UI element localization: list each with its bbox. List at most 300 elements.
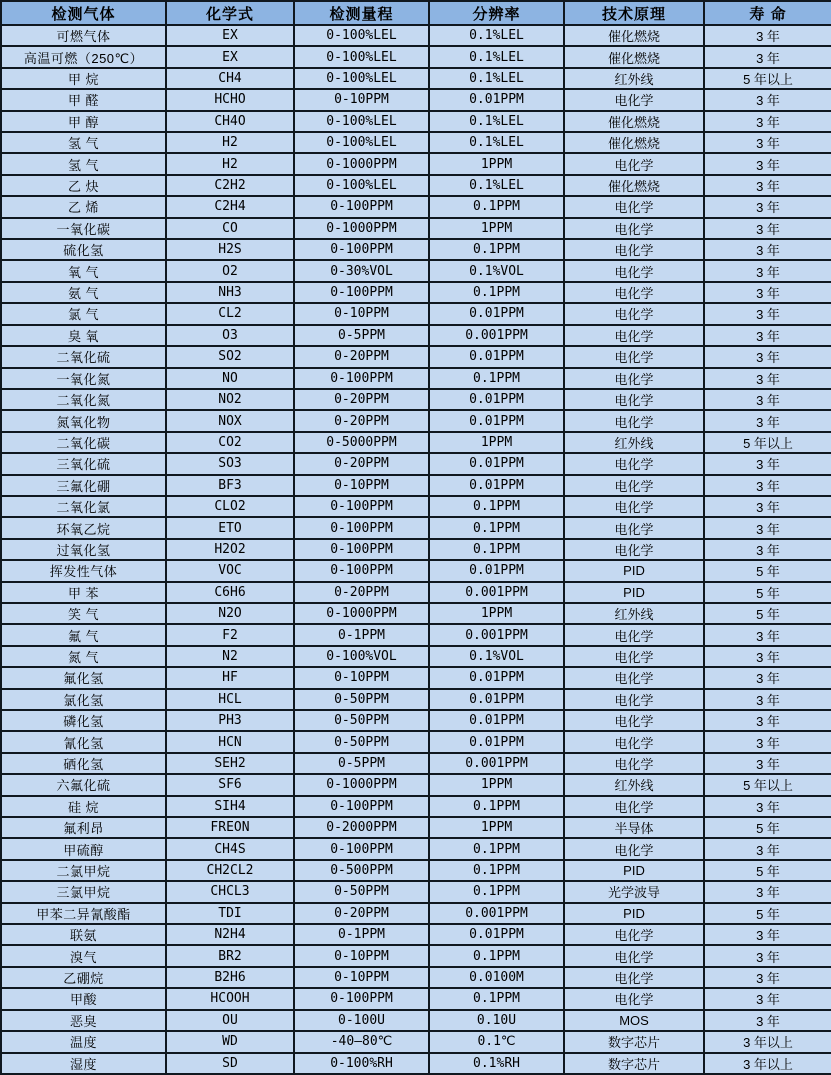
cell-detection-range: 0-50PPM	[294, 731, 429, 752]
cell-chemical-formula: SO3	[166, 453, 294, 474]
cell-resolution: 0.1PPM	[429, 796, 564, 817]
table-row	[1, 453, 831, 474]
cell-detection-range: 0-100PPM	[294, 368, 429, 389]
table-row	[1, 1053, 831, 1075]
table-row	[1, 68, 831, 89]
cell-detection-range: 0-100%LEL	[294, 46, 429, 67]
cell-gas-name: 氮氧化物	[1, 410, 166, 431]
cell-lifespan: 3 年	[704, 282, 831, 303]
cell-lifespan: 3 年	[704, 260, 831, 281]
cell-technology: 催化燃烧	[564, 46, 704, 67]
cell-chemical-formula: B2H6	[166, 967, 294, 988]
cell-detection-range: 0-100PPM	[294, 239, 429, 260]
cell-chemical-formula: CHCL3	[166, 881, 294, 902]
cell-detection-range: 0-100PPM	[294, 282, 429, 303]
cell-technology: 电化学	[564, 646, 704, 667]
cell-chemical-formula: OU	[166, 1010, 294, 1031]
table-row	[1, 517, 831, 538]
cell-lifespan: 3 年以上	[704, 1031, 831, 1052]
cell-technology: 半导体	[564, 817, 704, 838]
cell-resolution: 0.1℃	[429, 1031, 564, 1052]
cell-technology: PID	[564, 582, 704, 603]
table-row	[1, 988, 831, 1009]
cell-technology: 电化学	[564, 475, 704, 496]
cell-gas-name: 湿度	[1, 1053, 166, 1075]
cell-resolution: 0.01PPM	[429, 89, 564, 110]
cell-gas-name: 二氯甲烷	[1, 860, 166, 881]
cell-lifespan: 3 年	[704, 924, 831, 945]
cell-detection-range: 0-1000PPM	[294, 218, 429, 239]
table-row	[1, 860, 831, 881]
cell-gas-name: 氟 气	[1, 624, 166, 645]
table-row	[1, 432, 831, 453]
cell-resolution: 1PPM	[429, 153, 564, 174]
column-header-lifespan: 寿 命	[704, 1, 831, 25]
cell-detection-range: 0-10PPM	[294, 667, 429, 688]
cell-chemical-formula: N2O	[166, 603, 294, 624]
cell-resolution: 0.1%LEL	[429, 68, 564, 89]
cell-detection-range: 0-100PPM	[294, 496, 429, 517]
cell-gas-name: 乙硼烷	[1, 967, 166, 988]
cell-chemical-formula: BF3	[166, 475, 294, 496]
cell-lifespan: 5 年	[704, 817, 831, 838]
cell-gas-name: 高温可燃（250℃）	[1, 46, 166, 67]
cell-detection-range: 0-1PPM	[294, 924, 429, 945]
cell-technology: PID	[564, 903, 704, 924]
cell-technology: 电化学	[564, 517, 704, 538]
cell-lifespan: 5 年	[704, 560, 831, 581]
cell-gas-name: 甲酸	[1, 988, 166, 1009]
cell-detection-range: 0-100%LEL	[294, 132, 429, 153]
cell-chemical-formula: H2S	[166, 239, 294, 260]
cell-resolution: 1PPM	[429, 218, 564, 239]
cell-technology: PID	[564, 560, 704, 581]
column-header-chemical-formula: 化学式	[166, 1, 294, 25]
cell-lifespan: 3 年	[704, 453, 831, 474]
cell-chemical-formula: CH2CL2	[166, 860, 294, 881]
cell-gas-name: 二氧化碳	[1, 432, 166, 453]
table-row	[1, 689, 831, 710]
cell-technology: 电化学	[564, 410, 704, 431]
table-row	[1, 560, 831, 581]
cell-technology: 催化燃烧	[564, 175, 704, 196]
cell-gas-name: 甲硫醇	[1, 838, 166, 859]
cell-chemical-formula: CH4	[166, 68, 294, 89]
cell-chemical-formula: ETO	[166, 517, 294, 538]
cell-gas-name: 一氧化氮	[1, 368, 166, 389]
cell-resolution: 1PPM	[429, 432, 564, 453]
cell-technology: 电化学	[564, 539, 704, 560]
cell-gas-name: 甲 苯	[1, 582, 166, 603]
table-row	[1, 303, 831, 324]
cell-detection-range: 0-10PPM	[294, 89, 429, 110]
table-row	[1, 731, 831, 752]
cell-technology: 红外线	[564, 774, 704, 795]
cell-detection-range: 0-100PPM	[294, 560, 429, 581]
cell-lifespan: 3 年	[704, 111, 831, 132]
cell-lifespan: 3 年	[704, 25, 831, 46]
cell-detection-range: 0-20PPM	[294, 346, 429, 367]
cell-technology: 电化学	[564, 731, 704, 752]
cell-detection-range: 0-50PPM	[294, 689, 429, 710]
header-row	[1, 1, 831, 25]
cell-resolution: 0.1PPM	[429, 860, 564, 881]
table-row	[1, 239, 831, 260]
cell-technology: 电化学	[564, 624, 704, 645]
cell-detection-range: 0-1000PPM	[294, 603, 429, 624]
cell-technology: 光学波导	[564, 881, 704, 902]
cell-resolution: 1PPM	[429, 603, 564, 624]
cell-detection-range: 0-10PPM	[294, 967, 429, 988]
table-row	[1, 196, 831, 217]
cell-resolution: 1PPM	[429, 817, 564, 838]
cell-resolution: 0.1PPM	[429, 881, 564, 902]
cell-chemical-formula: EX	[166, 46, 294, 67]
cell-detection-range: 0-10PPM	[294, 945, 429, 966]
cell-lifespan: 3 年	[704, 539, 831, 560]
cell-chemical-formula: O3	[166, 325, 294, 346]
cell-technology: 红外线	[564, 68, 704, 89]
cell-lifespan: 3 年	[704, 967, 831, 988]
cell-resolution: 0.01PPM	[429, 346, 564, 367]
table-header	[1, 1, 831, 25]
cell-lifespan: 3 年	[704, 689, 831, 710]
table-row	[1, 903, 831, 924]
table-row	[1, 410, 831, 431]
cell-lifespan: 3 年	[704, 475, 831, 496]
cell-lifespan: 3 年以上	[704, 1053, 831, 1075]
cell-detection-range: 0-100%LEL	[294, 25, 429, 46]
cell-chemical-formula: SEH2	[166, 753, 294, 774]
cell-chemical-formula: NH3	[166, 282, 294, 303]
cell-lifespan: 3 年	[704, 838, 831, 859]
cell-technology: 电化学	[564, 368, 704, 389]
column-header-gas-name: 检测气体	[1, 1, 166, 25]
cell-gas-name: 甲 烷	[1, 68, 166, 89]
cell-gas-name: 二氧化氮	[1, 389, 166, 410]
cell-technology: 电化学	[564, 988, 704, 1009]
cell-gas-name: 氢 气	[1, 132, 166, 153]
cell-chemical-formula: H2	[166, 153, 294, 174]
cell-gas-name: 氢 气	[1, 153, 166, 174]
table-row	[1, 753, 831, 774]
cell-chemical-formula: CH4S	[166, 838, 294, 859]
cell-technology: 催化燃烧	[564, 111, 704, 132]
cell-technology: 电化学	[564, 282, 704, 303]
cell-resolution: 0.1PPM	[429, 988, 564, 1009]
cell-resolution: 0.001PPM	[429, 903, 564, 924]
cell-chemical-formula: HCN	[166, 731, 294, 752]
cell-detection-range: 0-50PPM	[294, 881, 429, 902]
cell-lifespan: 3 年	[704, 153, 831, 174]
cell-lifespan: 5 年	[704, 903, 831, 924]
table-row	[1, 111, 831, 132]
cell-gas-name: 甲 醛	[1, 89, 166, 110]
cell-chemical-formula: HCL	[166, 689, 294, 710]
cell-detection-range: 0-30%VOL	[294, 260, 429, 281]
cell-resolution: 1PPM	[429, 774, 564, 795]
cell-gas-name: 笑 气	[1, 603, 166, 624]
cell-resolution: 0.001PPM	[429, 325, 564, 346]
cell-resolution: 0.01PPM	[429, 710, 564, 731]
cell-lifespan: 3 年	[704, 945, 831, 966]
cell-technology: 电化学	[564, 346, 704, 367]
cell-detection-range: 0-100PPM	[294, 988, 429, 1009]
cell-lifespan: 3 年	[704, 496, 831, 517]
cell-technology: 催化燃烧	[564, 132, 704, 153]
cell-resolution: 0.1%RH	[429, 1053, 564, 1075]
cell-resolution: 0.1PPM	[429, 282, 564, 303]
cell-lifespan: 3 年	[704, 389, 831, 410]
table-row	[1, 881, 831, 902]
table-row	[1, 945, 831, 966]
cell-lifespan: 3 年	[704, 46, 831, 67]
cell-detection-range: 0-100%LEL	[294, 111, 429, 132]
cell-chemical-formula: HCOOH	[166, 988, 294, 1009]
cell-chemical-formula: SO2	[166, 346, 294, 367]
cell-lifespan: 3 年	[704, 667, 831, 688]
cell-technology: 电化学	[564, 218, 704, 239]
cell-lifespan: 3 年	[704, 132, 831, 153]
cell-gas-name: 挥发性气体	[1, 560, 166, 581]
cell-technology: 电化学	[564, 303, 704, 324]
cell-resolution: 0.01PPM	[429, 453, 564, 474]
cell-lifespan: 3 年	[704, 239, 831, 260]
cell-detection-range: 0-100%LEL	[294, 175, 429, 196]
cell-chemical-formula: O2	[166, 260, 294, 281]
table-row	[1, 796, 831, 817]
cell-gas-name: 二氧化氯	[1, 496, 166, 517]
cell-gas-name: 氨 气	[1, 282, 166, 303]
cell-detection-range: 0-5PPM	[294, 753, 429, 774]
cell-gas-name: 氧 气	[1, 260, 166, 281]
table-row	[1, 346, 831, 367]
cell-chemical-formula: CH4O	[166, 111, 294, 132]
cell-gas-name: 乙 炔	[1, 175, 166, 196]
cell-gas-name: 乙 烯	[1, 196, 166, 217]
cell-detection-range: 0-1PPM	[294, 624, 429, 645]
cell-gas-name: 可燃气体	[1, 25, 166, 46]
cell-technology: 电化学	[564, 325, 704, 346]
cell-lifespan: 3 年	[704, 646, 831, 667]
cell-detection-range: 0-50PPM	[294, 710, 429, 731]
cell-resolution: 0.1%VOL	[429, 646, 564, 667]
table-row	[1, 924, 831, 945]
cell-gas-name: 甲 醇	[1, 111, 166, 132]
cell-resolution: 0.1PPM	[429, 517, 564, 538]
cell-detection-range: 0-5PPM	[294, 325, 429, 346]
cell-chemical-formula: C2H4	[166, 196, 294, 217]
table-row	[1, 603, 831, 624]
table-row	[1, 260, 831, 281]
cell-chemical-formula: EX	[166, 25, 294, 46]
cell-resolution: 0.1%LEL	[429, 132, 564, 153]
cell-gas-name: 联氨	[1, 924, 166, 945]
cell-technology: 电化学	[564, 689, 704, 710]
cell-gas-name: 一氧化碳	[1, 218, 166, 239]
cell-technology: 电化学	[564, 924, 704, 945]
table-row	[1, 838, 831, 859]
cell-resolution: 0.1%LEL	[429, 25, 564, 46]
cell-detection-range: 0-5000PPM	[294, 432, 429, 453]
cell-gas-name: 硒化氢	[1, 753, 166, 774]
table-row	[1, 817, 831, 838]
cell-technology: 电化学	[564, 89, 704, 110]
cell-resolution: 0.01PPM	[429, 303, 564, 324]
cell-technology: 数字芯片	[564, 1031, 704, 1052]
cell-chemical-formula: NO	[166, 368, 294, 389]
cell-chemical-formula: NO2	[166, 389, 294, 410]
cell-chemical-formula: SD	[166, 1053, 294, 1075]
cell-technology: 电化学	[564, 239, 704, 260]
table-row	[1, 539, 831, 560]
cell-chemical-formula: N2H4	[166, 924, 294, 945]
cell-technology: 电化学	[564, 496, 704, 517]
cell-detection-range: 0-20PPM	[294, 903, 429, 924]
cell-lifespan: 5 年	[704, 582, 831, 603]
column-header-technology: 技术原理	[564, 1, 704, 25]
cell-lifespan: 3 年	[704, 410, 831, 431]
cell-resolution: 0.1PPM	[429, 239, 564, 260]
cell-chemical-formula: NOX	[166, 410, 294, 431]
cell-detection-range: 0-100PPM	[294, 838, 429, 859]
cell-resolution: 0.001PPM	[429, 753, 564, 774]
cell-lifespan: 5 年以上	[704, 68, 831, 89]
table-row	[1, 389, 831, 410]
cell-chemical-formula: F2	[166, 624, 294, 645]
cell-detection-range: -40—80℃	[294, 1031, 429, 1052]
cell-resolution: 0.1%LEL	[429, 175, 564, 196]
cell-resolution: 0.10U	[429, 1010, 564, 1031]
cell-chemical-formula: CO2	[166, 432, 294, 453]
column-header-resolution: 分辨率	[429, 1, 564, 25]
cell-lifespan: 3 年	[704, 517, 831, 538]
table-row	[1, 325, 831, 346]
cell-lifespan: 3 年	[704, 753, 831, 774]
table-row	[1, 368, 831, 389]
cell-chemical-formula: SIH4	[166, 796, 294, 817]
cell-gas-name: 二氧化硫	[1, 346, 166, 367]
cell-chemical-formula: CLO2	[166, 496, 294, 517]
cell-technology: MOS	[564, 1010, 704, 1031]
cell-detection-range: 0-100%RH	[294, 1053, 429, 1075]
cell-resolution: 0.1%VOL	[429, 260, 564, 281]
cell-gas-name: 氟化氢	[1, 667, 166, 688]
cell-detection-range: 0-10PPM	[294, 303, 429, 324]
cell-lifespan: 5 年以上	[704, 432, 831, 453]
cell-resolution: 0.01PPM	[429, 389, 564, 410]
cell-gas-name: 过氧化氢	[1, 539, 166, 560]
cell-chemical-formula: WD	[166, 1031, 294, 1052]
table-row	[1, 218, 831, 239]
cell-resolution: 0.01PPM	[429, 560, 564, 581]
cell-gas-name: 氮 气	[1, 646, 166, 667]
table-row	[1, 89, 831, 110]
cell-resolution: 0.1PPM	[429, 945, 564, 966]
cell-detection-range: 0-20PPM	[294, 582, 429, 603]
cell-lifespan: 5 年	[704, 860, 831, 881]
cell-technology: 电化学	[564, 796, 704, 817]
table-row	[1, 624, 831, 645]
cell-lifespan: 3 年	[704, 196, 831, 217]
table-row	[1, 496, 831, 517]
cell-gas-name: 三氯甲烷	[1, 881, 166, 902]
cell-detection-range: 0-100PPM	[294, 539, 429, 560]
cell-lifespan: 5 年以上	[704, 774, 831, 795]
cell-chemical-formula: FREON	[166, 817, 294, 838]
table-row	[1, 774, 831, 795]
cell-gas-name: 恶臭	[1, 1010, 166, 1031]
cell-detection-range: 0-2000PPM	[294, 817, 429, 838]
table-row	[1, 175, 831, 196]
cell-resolution: 0.001PPM	[429, 624, 564, 645]
cell-chemical-formula: BR2	[166, 945, 294, 966]
cell-resolution: 0.01PPM	[429, 924, 564, 945]
cell-resolution: 0.0100M	[429, 967, 564, 988]
cell-gas-name: 温度	[1, 1031, 166, 1052]
table-row	[1, 46, 831, 67]
cell-detection-range: 0-20PPM	[294, 410, 429, 431]
cell-detection-range: 0-100%LEL	[294, 68, 429, 89]
cell-resolution: 0.1%LEL	[429, 111, 564, 132]
cell-gas-name: 氯 气	[1, 303, 166, 324]
cell-technology: 红外线	[564, 603, 704, 624]
cell-detection-range: 0-100PPM	[294, 796, 429, 817]
cell-detection-range: 0-100PPM	[294, 517, 429, 538]
cell-gas-name: 氟利昂	[1, 817, 166, 838]
cell-gas-name: 氯化氢	[1, 689, 166, 710]
cell-lifespan: 3 年	[704, 89, 831, 110]
table-row	[1, 25, 831, 46]
cell-technology: 电化学	[564, 945, 704, 966]
cell-chemical-formula: SF6	[166, 774, 294, 795]
cell-chemical-formula: H2	[166, 132, 294, 153]
cell-technology: 电化学	[564, 667, 704, 688]
cell-technology: 电化学	[564, 453, 704, 474]
cell-technology: 电化学	[564, 260, 704, 281]
cell-gas-name: 臭 氧	[1, 325, 166, 346]
cell-chemical-formula: HCHO	[166, 89, 294, 110]
table-row	[1, 646, 831, 667]
cell-technology: PID	[564, 860, 704, 881]
cell-gas-name: 硅 烷	[1, 796, 166, 817]
cell-lifespan: 3 年	[704, 731, 831, 752]
cell-resolution: 0.01PPM	[429, 731, 564, 752]
cell-resolution: 0.01PPM	[429, 410, 564, 431]
cell-resolution: 0.1PPM	[429, 496, 564, 517]
cell-detection-range: 0-20PPM	[294, 389, 429, 410]
column-header-detection-range: 检测量程	[294, 1, 429, 25]
cell-lifespan: 3 年	[704, 881, 831, 902]
cell-gas-name: 三氟化硼	[1, 475, 166, 496]
cell-resolution: 0.1PPM	[429, 196, 564, 217]
cell-technology: 数字芯片	[564, 1053, 704, 1075]
cell-technology: 电化学	[564, 710, 704, 731]
cell-chemical-formula: C6H6	[166, 582, 294, 603]
cell-resolution: 0.01PPM	[429, 475, 564, 496]
cell-detection-range: 0-20PPM	[294, 453, 429, 474]
table-row	[1, 132, 831, 153]
table-row	[1, 153, 831, 174]
cell-technology: 电化学	[564, 153, 704, 174]
cell-resolution: 0.1%LEL	[429, 46, 564, 67]
table-row	[1, 710, 831, 731]
cell-lifespan: 3 年	[704, 1010, 831, 1031]
cell-lifespan: 3 年	[704, 710, 831, 731]
table-row	[1, 667, 831, 688]
cell-resolution: 0.1PPM	[429, 539, 564, 560]
cell-gas-name: 环氧乙烷	[1, 517, 166, 538]
